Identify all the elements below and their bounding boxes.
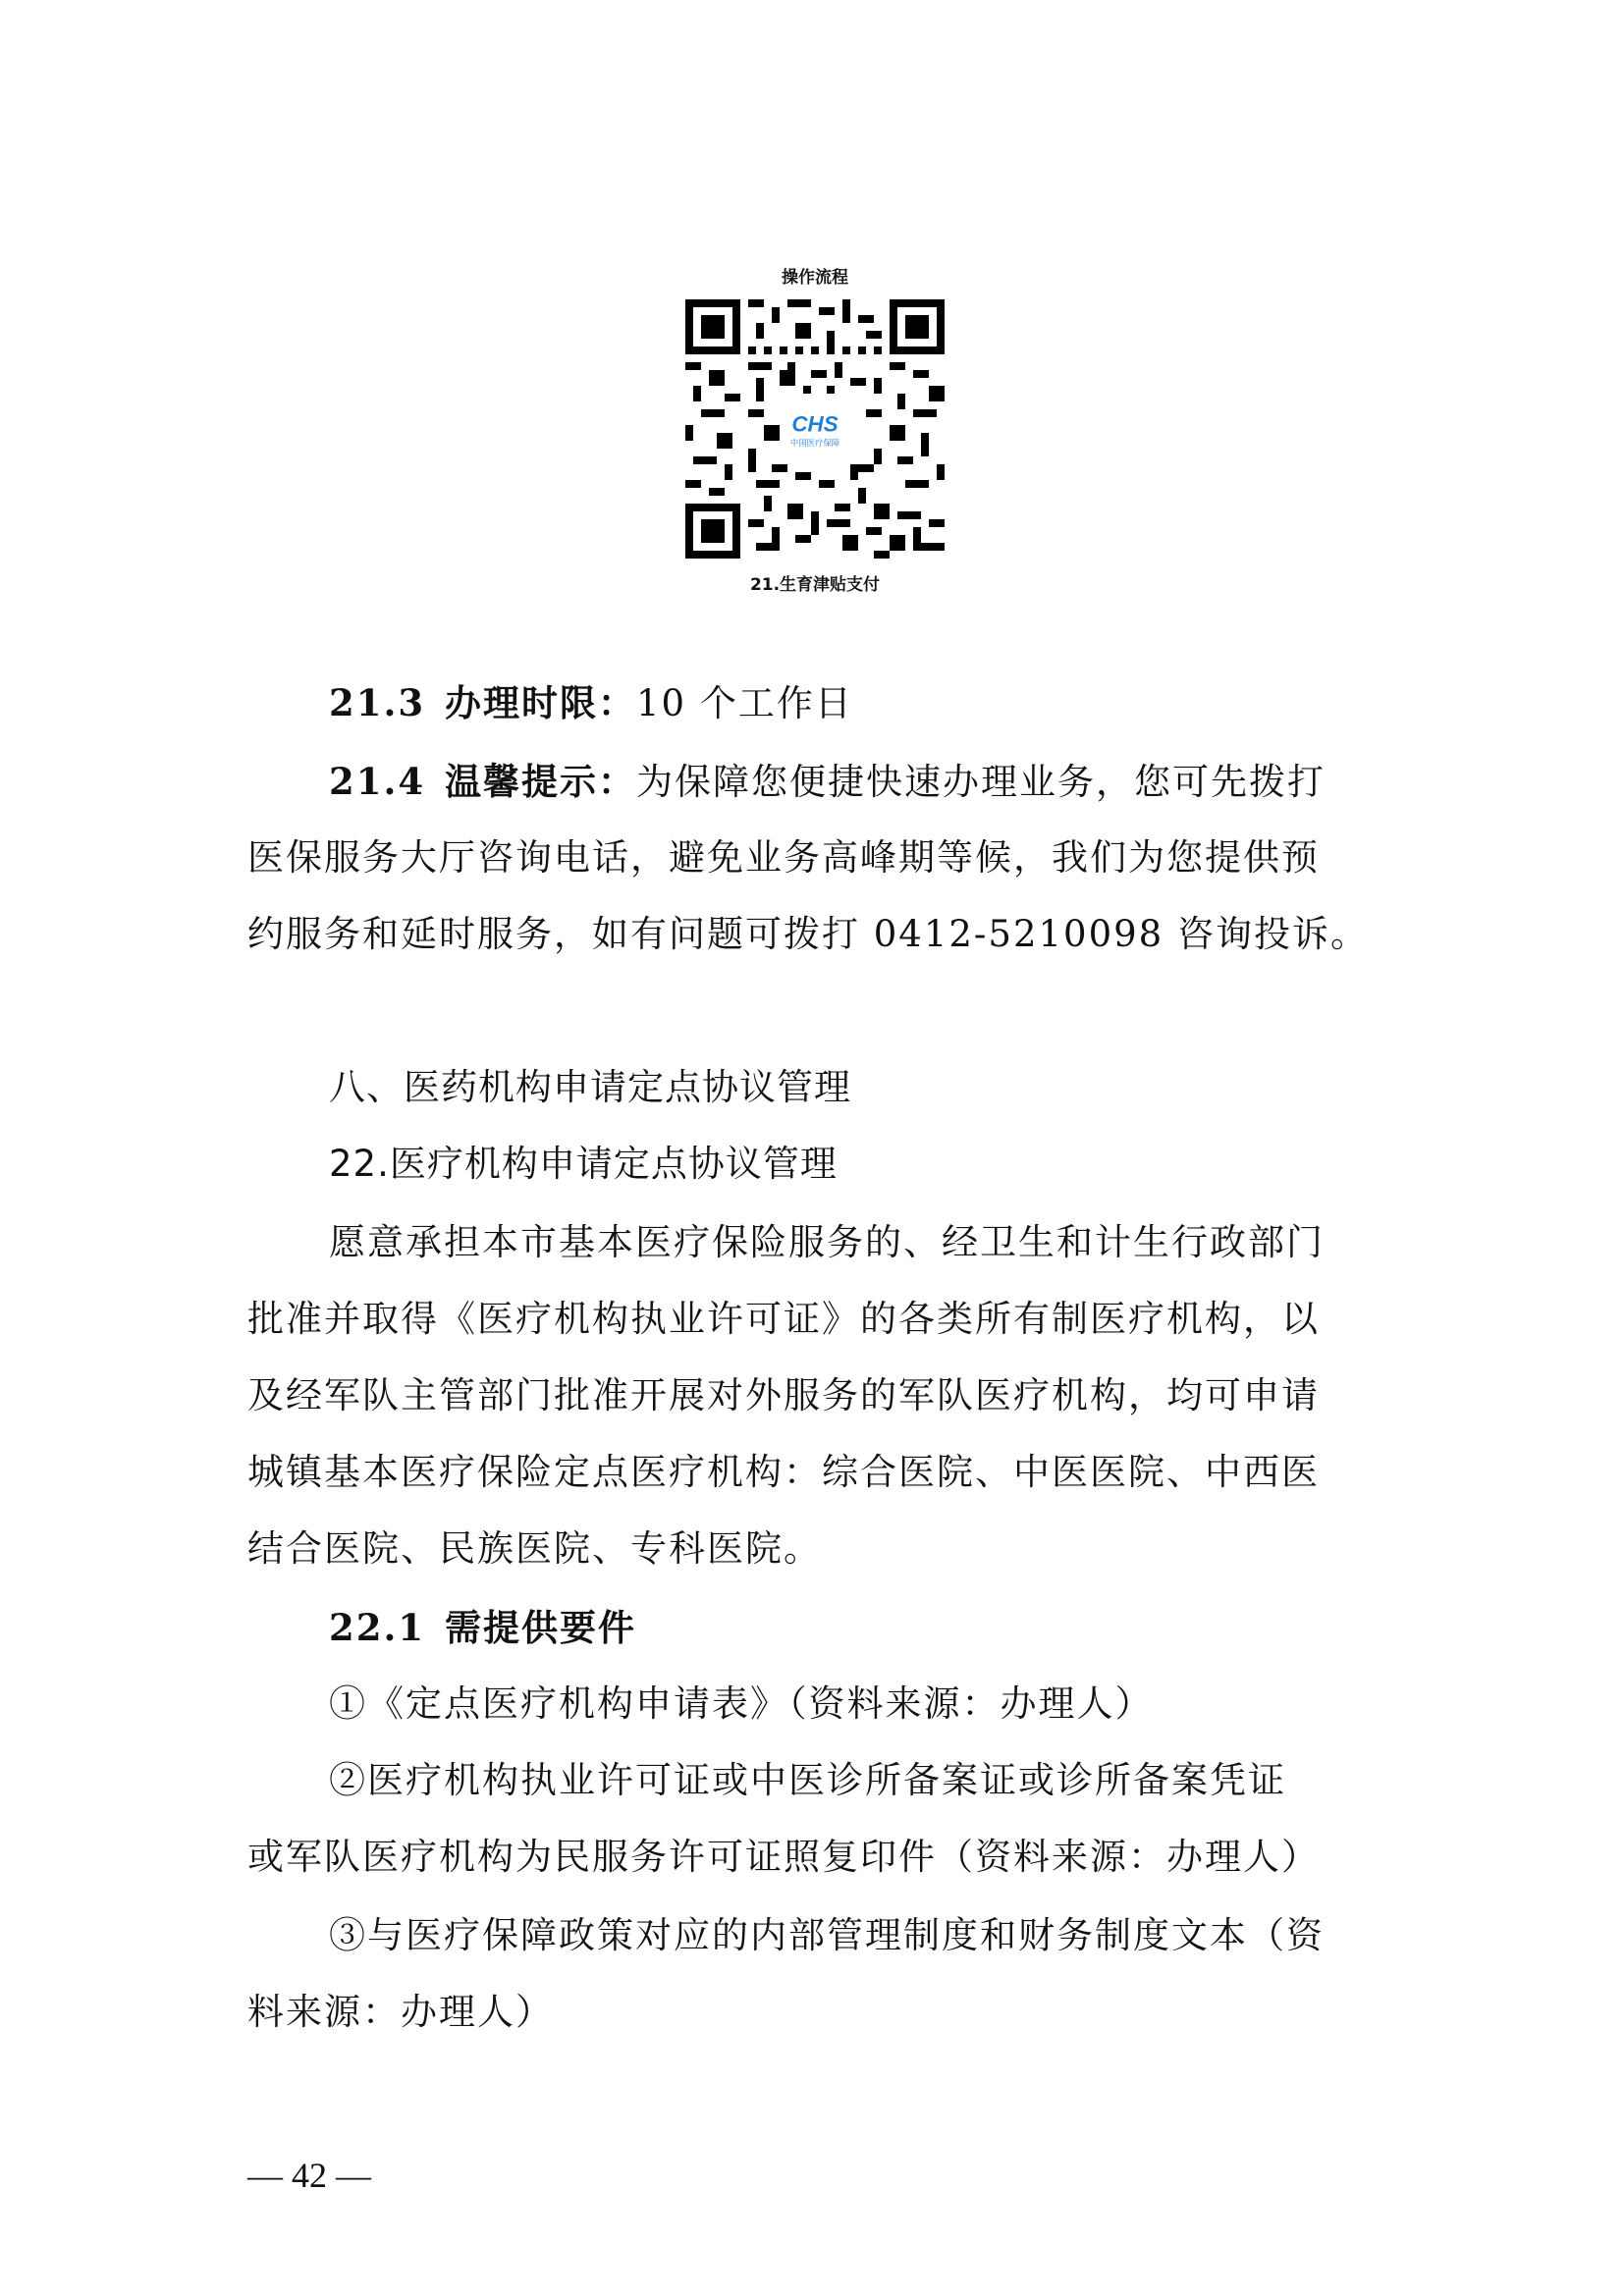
qr-logo-subtext: 中国医疗保障	[789, 437, 840, 448]
section-label: 温馨提示：	[445, 760, 636, 803]
section-text: 为保障您便捷快速办理业务，您可先拨打	[636, 761, 1326, 803]
section-21-4-line2: 医保服务大厅咨询电话，避免业务高峰期等候，我们为您提供预	[247, 836, 1320, 879]
requirement-item: ②医疗机构执业许可证或中医诊所备案证或诊所备案凭证	[329, 1759, 1286, 1801]
section-21-4	[329, 756, 1326, 808]
page-number: — 42 —	[247, 2156, 371, 2195]
qr-title: 操作流程	[782, 268, 848, 288]
section-label: 需提供要件	[445, 1606, 636, 1649]
paragraph-line: 及经军队主管部门批准开展对外服务的军队医疗机构，均可申请	[247, 1374, 1320, 1416]
qr-block	[677, 263, 952, 595]
paragraph-line: 结合医院、民族医院、专科医院。	[247, 1527, 822, 1570]
paragraph-line: 批准并取得《医疗机构执业许可证》的各类所有制医疗机构，以	[247, 1298, 1320, 1340]
section-22-title: 22.医疗机构申请定点协议管理	[329, 1143, 838, 1185]
section-21-3	[329, 677, 853, 729]
section-text: 10 个工作日	[636, 682, 853, 724]
requirement-item: ③与医疗保障政策对应的内部管理制度和财务制度文本（资	[329, 1914, 1325, 1956]
qr-logo-text: CHS	[791, 411, 839, 437]
paragraph-line: 城镇基本医疗保险定点医疗机构：综合医院、中医医院、中西医	[247, 1451, 1320, 1493]
section-label: 办理时限：	[445, 681, 636, 724]
chapter-title: 八、医药机构申请定点协议管理	[329, 1066, 851, 1108]
section-number: 21.3	[329, 681, 426, 724]
requirement-item-cont: 料来源：办理人）	[247, 1991, 554, 2033]
section-22-1	[329, 1602, 636, 1654]
section-number: 22.1	[329, 1606, 426, 1649]
section-number: 21.4	[329, 760, 426, 803]
qr-code-image[interactable]	[685, 299, 945, 559]
requirement-item: ①《定点医疗机构申请表》（资料来源：办理人）	[329, 1682, 1154, 1725]
qr-caption: 21.生育津贴支付	[749, 575, 881, 595]
paragraph-line: 愿意承担本市基本医疗保险服务的、经卫生和计生行政部门	[329, 1221, 1325, 1263]
requirement-item-cont: 或军队医疗机构为民服务许可证照复印件（资料来源：办理人）	[247, 1836, 1320, 1878]
section-21-4-line3: 约服务和延时服务，如有问题可拨打 0412-5210098 咨询投诉。	[247, 913, 1369, 955]
